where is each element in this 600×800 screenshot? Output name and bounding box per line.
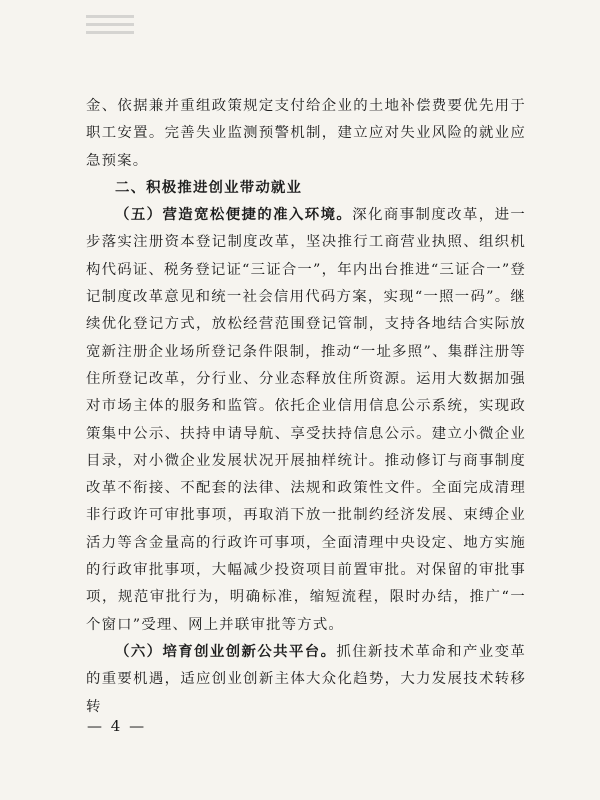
item-5-lead: （五）营造宽松便捷的准入环境。 xyxy=(115,207,353,224)
paragraph-item-6 xyxy=(86,639,526,721)
item-6-body: 抓住新技术革命和产业变革的重要机遇，适应创业创新主体大众化趋势，大力发展技术转移转 xyxy=(86,643,526,715)
paragraph-item-5 xyxy=(86,202,526,639)
document-body xyxy=(86,93,526,721)
item-5-body: 深化商事制度改革，进一步落实注册资本登记制度改革，坚决推行工商营业执照、组织机构代码证、税务登记证“三证合一”，年内出台推进“三证合一”登记制度改革意见和统一社会信用代码方案，实现“一照一码”。继续优化登记方式，放松经营范围登记管制，支持各地结合实际放宽新注册企业场所登记条件限制，推动“一址多照”、集群注册等住所登记改革，分行业、分业态释放住所资源。运用大数据加强对市场主体的服务和监管。依托企业信用信息公示系统，实现政策集中公示、扶持申请导航、享受扶持信息公示。建立小微企业目录，对小微企业发展状况开展抽样统计。推动修订与商事制度改革不衔接、不配套的法律、法规和政策性文件。全面完成清理非行政许可审批事项，再取消下放一批制约经济发展、束缚企业活力等含金量高的行政许可事项，全面清理中央设定、地方实施的行政审批事项，大幅减少投资项目前置审批。对保留的审批事项，规范审批行为，明确标准，缩短流程，限时办结，推广“一个窗口”受理、网上并联审批等方式。 xyxy=(86,207,526,633)
page-number: — 4 — xyxy=(87,717,147,735)
item-6-lead: （六）培育创业创新公共平台。 xyxy=(115,643,337,660)
section-heading: 二、积极推进创业带动就业 xyxy=(115,179,303,196)
faded-header-mark xyxy=(86,10,134,40)
paragraph-continued: 金、依据兼并重组政策规定支付给企业的土地补偿费要优先用于职工安置。完善失业监测预警机制，建立应对失业风险的就业应急预案。 xyxy=(86,98,526,169)
